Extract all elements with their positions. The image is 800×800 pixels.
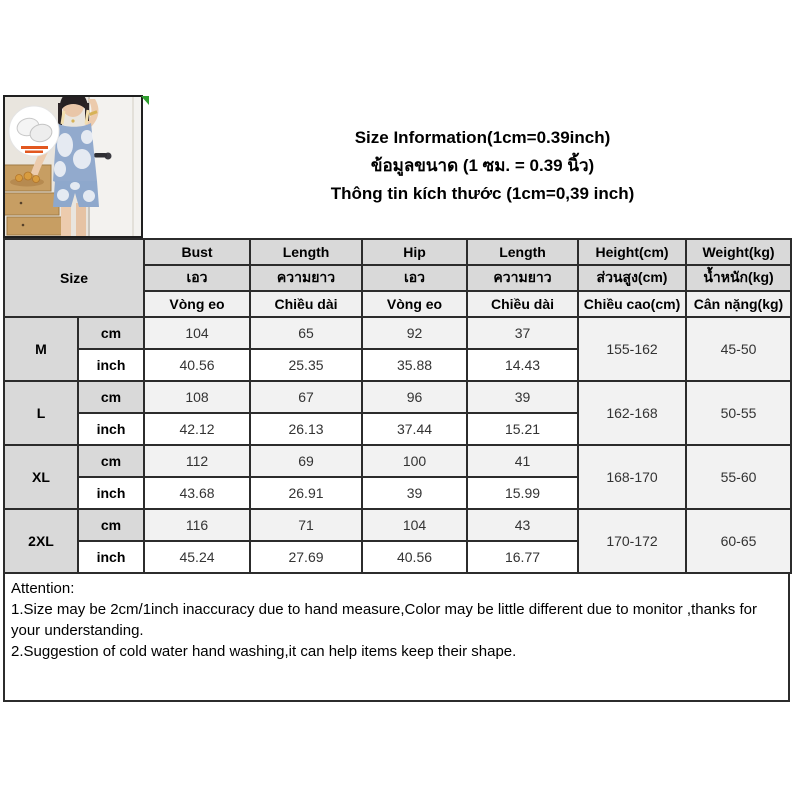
size-title-cell: Size xyxy=(4,239,144,317)
weight-range-cell: 55-60 xyxy=(686,445,791,509)
table-row xyxy=(4,445,791,477)
unit-label: inch xyxy=(78,413,144,445)
value-cell: 45.24 xyxy=(144,541,250,573)
header-weight-th: น้ำหนัก(kg) xyxy=(686,265,791,291)
page-title xyxy=(175,124,790,208)
title-line-th: ข้อมูลขนาด (1 ซม. = 0.39 นิ้ว) xyxy=(370,156,595,175)
unit-label: inch xyxy=(78,541,144,573)
attention-heading: Attention: xyxy=(11,580,75,597)
value-cell: 71 xyxy=(250,509,362,541)
unit-label: cm xyxy=(78,445,144,477)
pajama-model-illustration xyxy=(5,97,141,236)
title-line-en: Size Information(1cm=0.39inch) xyxy=(354,128,611,147)
height-range-cell: 155-162 xyxy=(578,317,686,381)
unit-label: cm xyxy=(78,317,144,349)
header-length1-en: Length xyxy=(250,239,362,265)
value-cell: 40.56 xyxy=(362,541,467,573)
unit-label: cm xyxy=(78,381,144,413)
header-length2-en: Length xyxy=(467,239,578,265)
value-cell: 100 xyxy=(362,445,467,477)
weight-range-cell: 50-55 xyxy=(686,381,791,445)
title-line-vi: Thông tin kích thước (1cm=0,39 inch) xyxy=(330,184,635,203)
value-cell: 43 xyxy=(467,509,578,541)
value-cell: 39 xyxy=(467,381,578,413)
size-label-l: L xyxy=(4,381,78,445)
header-height-th: ส่วนสูง(cm) xyxy=(578,265,686,291)
header-bust-vi: Vòng eo xyxy=(144,291,250,317)
header-length1-vi: Chiều dài xyxy=(250,291,362,317)
value-cell: 14.43 xyxy=(467,349,578,381)
header-bust-en: Bust xyxy=(144,239,250,265)
size-label-xl: XL xyxy=(4,445,78,509)
value-cell: 96 xyxy=(362,381,467,413)
size-chart-section xyxy=(3,238,790,702)
value-cell: 92 xyxy=(362,317,467,349)
header-hip-th: เอว xyxy=(362,265,467,291)
weight-range-cell: 45-50 xyxy=(686,317,791,381)
unit-label: inch xyxy=(78,477,144,509)
size-table xyxy=(3,238,792,574)
value-cell: 35.88 xyxy=(362,349,467,381)
header-height-en: Height(cm) xyxy=(578,239,686,265)
product-photo xyxy=(3,95,143,238)
value-cell: 37.44 xyxy=(362,413,467,445)
value-cell: 116 xyxy=(144,509,250,541)
height-range-cell: 168-170 xyxy=(578,445,686,509)
header-hip-en: Hip xyxy=(362,239,467,265)
value-cell: 69 xyxy=(250,445,362,477)
attention-line-2: 2.Suggestion of cold water hand washing,it can help items keep their shape. xyxy=(11,643,517,660)
value-cell: 65 xyxy=(250,317,362,349)
weight-range-cell: 60-65 xyxy=(686,509,791,573)
header-bust-th: เอว xyxy=(144,265,250,291)
attention-line-1: 1.Size may be 2cm/1inch inaccuracy due to hand measure,Color may be little different due to monitor ,thanks for your understanding. xyxy=(11,601,757,639)
table-row xyxy=(4,381,791,413)
value-cell: 39 xyxy=(362,477,467,509)
attention-note xyxy=(3,572,790,702)
header-height-vi: Chiều cao(cm) xyxy=(578,291,686,317)
value-cell: 104 xyxy=(144,317,250,349)
height-range-cell: 162-168 xyxy=(578,381,686,445)
value-cell: 40.56 xyxy=(144,349,250,381)
value-cell: 26.91 xyxy=(250,477,362,509)
size-label-m: M xyxy=(4,317,78,381)
value-cell: 15.99 xyxy=(467,477,578,509)
value-cell: 42.12 xyxy=(144,413,250,445)
unit-label: cm xyxy=(78,509,144,541)
table-row xyxy=(4,509,791,541)
height-range-cell: 170-172 xyxy=(578,509,686,573)
header-length1-th: ความยาว xyxy=(250,265,362,291)
value-cell: 108 xyxy=(144,381,250,413)
green-corner-mark xyxy=(141,96,149,105)
header-row-en xyxy=(4,239,791,265)
size-label-2xl: 2XL xyxy=(4,509,78,573)
value-cell: 25.35 xyxy=(250,349,362,381)
value-cell: 43.68 xyxy=(144,477,250,509)
header-weight-en: Weight(kg) xyxy=(686,239,791,265)
header-hip-vi: Vòng eo xyxy=(362,291,467,317)
table-row xyxy=(4,317,791,349)
value-cell: 27.69 xyxy=(250,541,362,573)
header-length2-th: ความยาว xyxy=(467,265,578,291)
header-weight-vi: Cân nặng(kg) xyxy=(686,291,791,317)
value-cell: 37 xyxy=(467,317,578,349)
unit-label: inch xyxy=(78,349,144,381)
value-cell: 67 xyxy=(250,381,362,413)
header-length2-vi: Chiều dài xyxy=(467,291,578,317)
chest-pad-badge xyxy=(9,106,59,156)
value-cell: 104 xyxy=(362,509,467,541)
value-cell: 41 xyxy=(467,445,578,477)
value-cell: 26.13 xyxy=(250,413,362,445)
value-cell: 16.77 xyxy=(467,541,578,573)
value-cell: 112 xyxy=(144,445,250,477)
value-cell: 15.21 xyxy=(467,413,578,445)
